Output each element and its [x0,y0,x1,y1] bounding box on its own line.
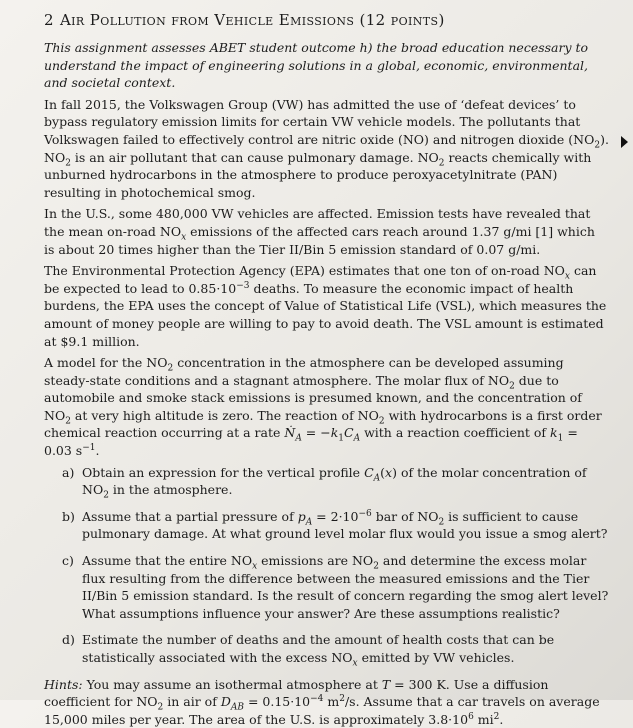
problem-number: 2 [44,11,54,29]
paragraph-model: A model for the $NO_2$ concentration in the atmosphere can be developed assuming steady-state conditions and a stagnant atmosphere. The molar flux of $NO_2$ due to automobile and smoke stack emissions is presumed known, and the concentration of $NO_2$ at very high altitude is zero. The reaction of $NO_2$ with hydrocarbons is a first order chemical reaction occurring at a rate Ṅ$_A$ = $-k_1C_A$ with a reaction coefficient of $k_1 = 0.03$ $s^{-1}$. [44,355,602,459]
paragraph-emissions: In the U.S., some 480,000 VW vehicles are affected. Emission tests have revealed that the mean on-road $NO_x$ emissions of the affected cars reach around 1.37 g/mi [1] which is about 20 times higher than the Tier II/Bin 5 emission standard of 0.07 g/mi. [44,206,595,257]
question-part-b: b) Assume that a partial pressure of $p_A = 2\cdot 10^{-6}$ bar of $NO_2$ is sufficient to cause pulmonary damage. At what ground level molar flux would you issue a smog alert? [62,508,608,542]
question-part-c: c) Assume that the entire $NO_x$ emissions are $NO_2$ and determine the excess molar flux resulting from the difference between the measured emissions and the Tier II/Bin 5 emission standard. Is the result of concern regarding the smog alert level? What assumptions influence your answer? Are these assumptions realistic? [62,553,609,621]
mouse-pointer-icon [621,136,628,148]
part-label: a) [62,464,75,480]
problem-title [44,10,609,30]
abet-intro: This assignment assesses ABET student outcome h) the broad education necessary to understand the impact of engineering solutions in a global, economic, environmental, and societal context. [44,40,589,91]
paragraph-epa: The Environmental Protection Agency (EPA) estimates that one ton of on-road $NO_x$ can be expected to lead to $0.85\cdot 10^{-3}$ deaths. To measure the economic impact of health burdens, the EPA uses the concept of Value of Statistical Life (VSL), which measures the amount of money people are willing to pay to avoid death. The VSL amount is estimated at $9.1 million. [44,263,607,349]
hints-label: Hints: [44,676,83,692]
question-part-d: d) Estimate the number of deaths and the amount of health costs that can be statistically associated with the excess $NO_x$ emitted by VW vehicles. [62,632,555,669]
part-label: b) [62,508,75,524]
question-part-a: a) Obtain an expression for the vertical profile $C_A(x)$ of the molar concentration of $NO_2$ in the atmosphere. [62,464,587,501]
part-label: d) [62,632,75,648]
problem-title-text: Air Pollution from Vehicle Emissions (12 points) [59,11,445,29]
hints-paragraph: Hints: You may assume an isothermal atmosphere at T = 300 K. Use a diffusion coefficient for $NO_2$ in air of $D_{AB} = 0.15\cdot 10^{-4}$ $m^2/s$. Assume that a car travels on average 15,000 miles per year. The area of the U.S. is approximately $3.8\cdot 10^6$ $mi^2$. [44,676,600,727]
question-parts-list [44,464,609,667]
part-label: c) [62,553,74,569]
paragraph-vw-background: In fall 2015, the Volkswagen Group (VW) has admitted the use of ‘defeat devices’ to bypass regulatory emission limits for certain VW vehicle models. The pollutants that Volkswagen failed to effectively control are nitric oxide (NO) and nitrogen dioxide $(NO_2)$. $NO_2$ is an air pollutant that can cause pulmonary damage. $NO_2$ reacts chemically with unburned hydrocarbons in the atmosphere to produce peroxyacetylnitrate (PAN) resulting in photochemical smog. [44,96,609,200]
